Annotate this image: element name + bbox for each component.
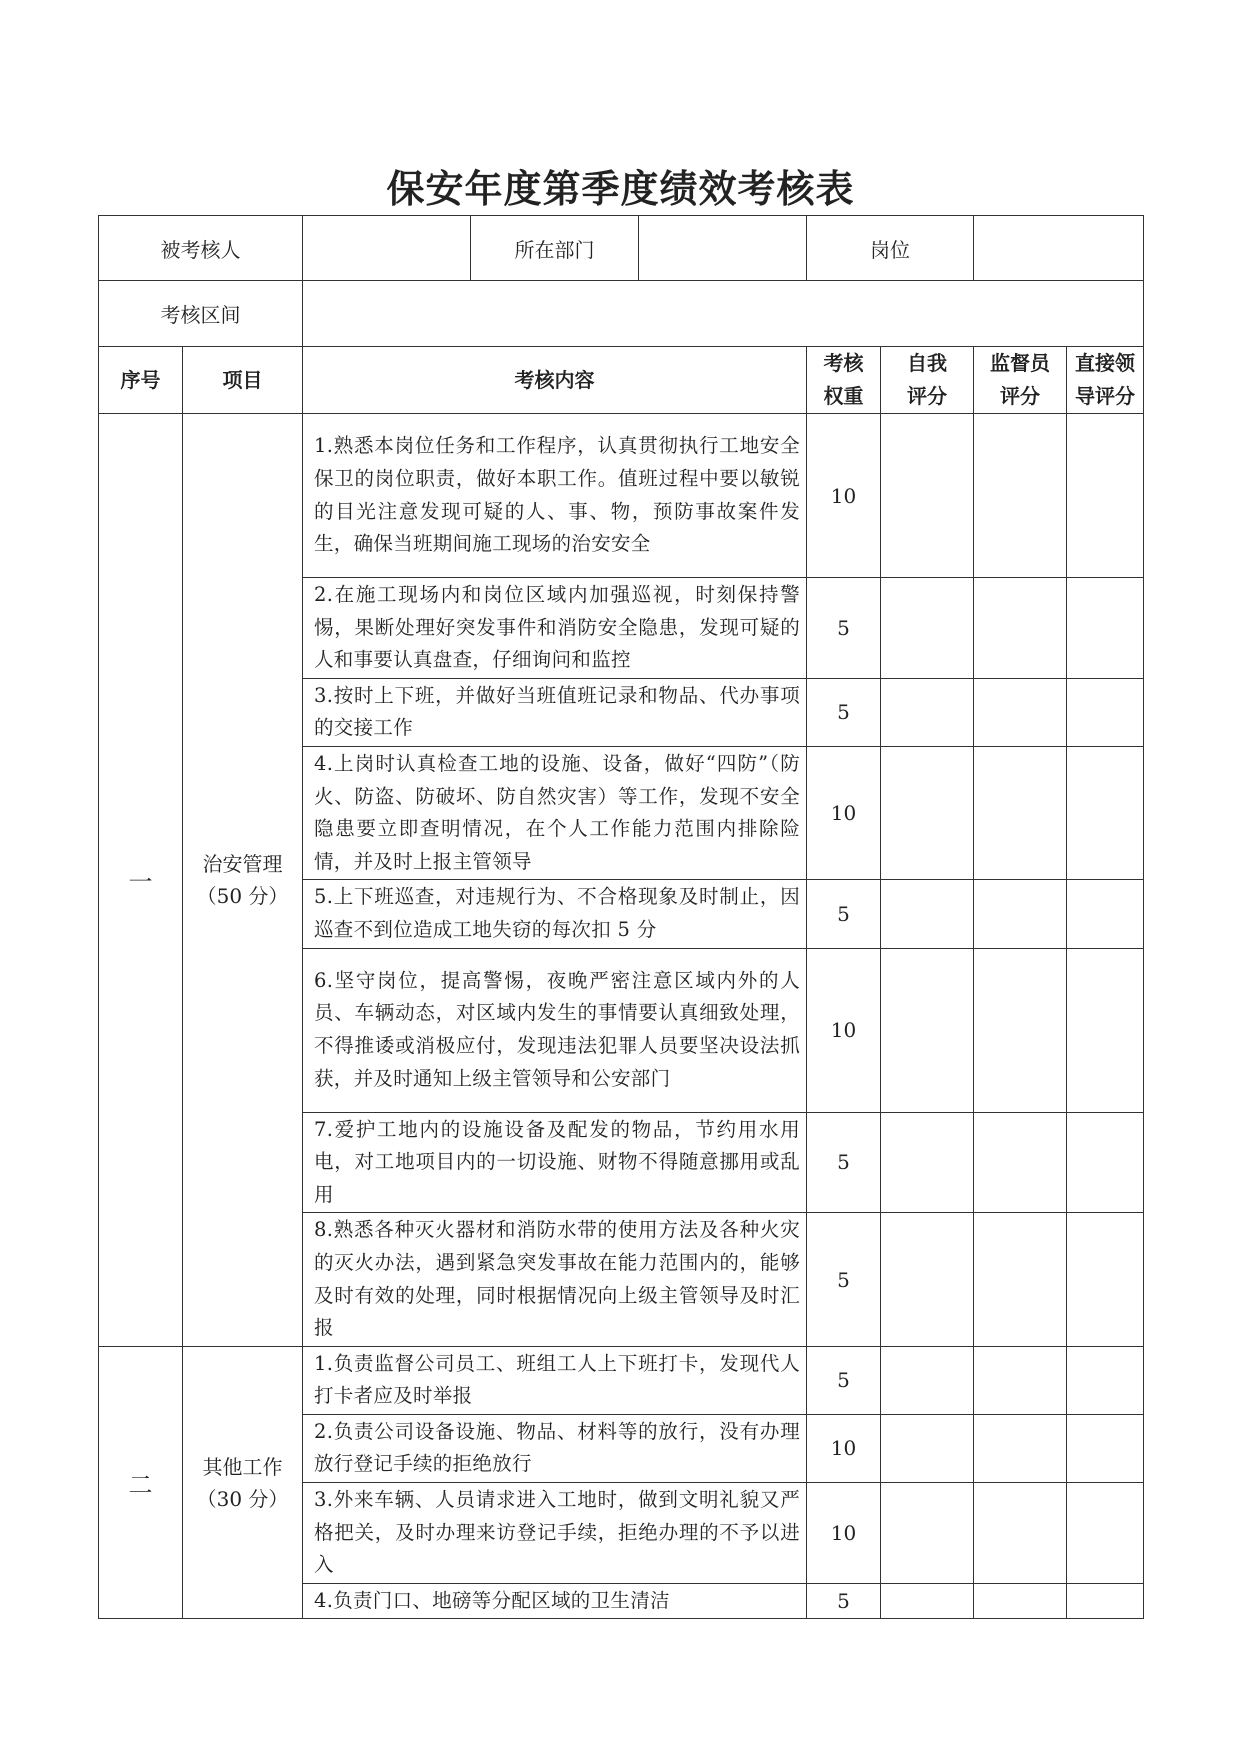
position-label: 岗位 xyxy=(807,216,974,281)
assessment-content: 3.外来车辆、人员请求进入工地时，做到文明礼貌又严格把关，及时办理来访登记手续，拒绝办理的不予以进入 xyxy=(303,1483,807,1584)
leader-score-cell[interactable] xyxy=(1067,1483,1144,1584)
weight-value: 5 xyxy=(807,1112,881,1213)
weight-value: 5 xyxy=(807,1346,881,1414)
info-row-assessee xyxy=(99,216,1144,281)
self-score-cell[interactable] xyxy=(881,1346,974,1414)
assessment-content: 2.在施工现场内和岗位区域内加强巡视，时刻保持警惕，果断处理好突发事件和消防安全隐患，发现可疑的人和事要认真盘查，仔细询问和监控 xyxy=(303,578,807,679)
self-score-cell[interactable] xyxy=(881,1414,974,1482)
section-seq-1: 一 xyxy=(99,414,183,1347)
weight-value: 5 xyxy=(807,678,881,746)
self-score-cell[interactable] xyxy=(881,578,974,679)
self-score-cell[interactable] xyxy=(881,1112,974,1213)
supervisor-score-cell[interactable] xyxy=(974,746,1067,879)
supervisor-score-cell[interactable] xyxy=(974,1346,1067,1414)
department-field[interactable] xyxy=(639,216,807,281)
leader-score-cell[interactable] xyxy=(1067,948,1144,1112)
weight-value: 10 xyxy=(807,948,881,1112)
header-seq: 序号 xyxy=(99,347,183,414)
table-row xyxy=(99,1346,1144,1414)
header-weight: 考核 权重 xyxy=(807,347,881,414)
self-score-cell[interactable] xyxy=(881,1213,974,1346)
supervisor-score-cell[interactable] xyxy=(974,1414,1067,1482)
section-item-1: 治安管理 （50 分） xyxy=(183,414,303,1347)
assessee-label: 被考核人 xyxy=(99,216,303,281)
period-field[interactable] xyxy=(303,281,1144,347)
assessment-content: 1.熟悉本岗位任务和工作程序，认真贯彻执行工地安全保卫的岗位职责，做好本职工作。值班过程中要以敏锐的目光注意发现可疑的人、事、物，预防事故案件发生，确保当班期间施工现场的治安安全 xyxy=(303,414,807,578)
header-leader-score: 直接领 导评分 xyxy=(1067,347,1144,414)
assessment-content: 8.熟悉各种灭火器材和消防水带的使用方法及各种火灾的灭火办法，遇到紧急突发事故在能力范围内的，能够及时有效的处理，同时根据情况向上级主管领导及时汇报 xyxy=(303,1213,807,1346)
weight-value: 10 xyxy=(807,1414,881,1482)
header-item: 项目 xyxy=(183,347,303,414)
weight-value: 5 xyxy=(807,1213,881,1346)
self-score-cell[interactable] xyxy=(881,678,974,746)
supervisor-score-cell[interactable] xyxy=(974,578,1067,679)
header-content: 考核内容 xyxy=(303,347,807,414)
supervisor-score-cell[interactable] xyxy=(974,880,1067,948)
header-supervisor-score: 监督员 评分 xyxy=(974,347,1067,414)
assessment-content: 4.负责门口、地磅等分配区域的卫生清洁 xyxy=(303,1583,807,1619)
assessment-content: 2.负责公司设备设施、物品、材料等的放行，没有办理放行登记手续的拒绝放行 xyxy=(303,1414,807,1482)
supervisor-score-cell[interactable] xyxy=(974,1483,1067,1584)
assessment-content: 7.爱护工地内的设施设备及配发的物品，节约用水用电，对工地项目内的一切设施、财物不得随意挪用或乱用 xyxy=(303,1112,807,1213)
period-label: 考核区间 xyxy=(99,281,303,347)
table-header-row xyxy=(99,347,1144,414)
supervisor-score-cell[interactable] xyxy=(974,1583,1067,1619)
self-score-cell[interactable] xyxy=(881,1583,974,1619)
self-score-cell[interactable] xyxy=(881,948,974,1112)
weight-value: 10 xyxy=(807,414,881,578)
leader-score-cell[interactable] xyxy=(1067,414,1144,578)
leader-score-cell[interactable] xyxy=(1067,1112,1144,1213)
supervisor-score-cell[interactable] xyxy=(974,1213,1067,1346)
assessee-field[interactable] xyxy=(303,216,471,281)
weight-value: 5 xyxy=(807,880,881,948)
info-row-period xyxy=(99,281,1144,347)
section-item-2: 其他工作 （30 分） xyxy=(183,1346,303,1619)
assessment-content: 1.负责监督公司员工、班组工人上下班打卡，发现代人打卡者应及时举报 xyxy=(303,1346,807,1414)
assessment-content: 4.上岗时认真检查工地的设施、设备，做好“四防”（防火、防盗、防破坏、防自然灾害）等工作，发现不安全隐患要立即查明情况，在个人工作能力范围内排除险情，并及时上报主管领导 xyxy=(303,746,807,879)
section-seq-2: 二 xyxy=(99,1346,183,1619)
leader-score-cell[interactable] xyxy=(1067,1583,1144,1619)
assessment-content: 5.上下班巡查，对违规行为、不合格现象及时制止，因巡查不到位造成工地失窃的每次扣 5 分 xyxy=(303,880,807,948)
leader-score-cell[interactable] xyxy=(1067,1414,1144,1482)
leader-score-cell[interactable] xyxy=(1067,678,1144,746)
self-score-cell[interactable] xyxy=(881,414,974,578)
supervisor-score-cell[interactable] xyxy=(974,678,1067,746)
leader-score-cell[interactable] xyxy=(1067,746,1144,879)
assessment-table xyxy=(98,215,1144,1619)
leader-score-cell[interactable] xyxy=(1067,578,1144,679)
supervisor-score-cell[interactable] xyxy=(974,1112,1067,1213)
leader-score-cell[interactable] xyxy=(1067,1213,1144,1346)
self-score-cell[interactable] xyxy=(881,880,974,948)
leader-score-cell[interactable] xyxy=(1067,1346,1144,1414)
header-self-score: 自我 评分 xyxy=(881,347,974,414)
position-field[interactable] xyxy=(974,216,1144,281)
supervisor-score-cell[interactable] xyxy=(974,948,1067,1112)
assessment-content: 6.坚守岗位，提高警惕，夜晚严密注意区域内外的人员、车辆动态，对区域内发生的事情要认真细致处理，不得推诿或消极应付，发现违法犯罪人员要坚决设法抓获，并及时通知上级主管领导和公安部门 xyxy=(303,948,807,1112)
self-score-cell[interactable] xyxy=(881,746,974,879)
self-score-cell[interactable] xyxy=(881,1483,974,1584)
department-label: 所在部门 xyxy=(471,216,639,281)
supervisor-score-cell[interactable] xyxy=(974,414,1067,578)
assessment-content: 3.按时上下班，并做好当班值班记录和物品、代办事项的交接工作 xyxy=(303,678,807,746)
weight-value: 5 xyxy=(807,578,881,679)
weight-value: 10 xyxy=(807,1483,881,1584)
table-row xyxy=(99,414,1144,578)
weight-value: 5 xyxy=(807,1583,881,1619)
leader-score-cell[interactable] xyxy=(1067,880,1144,948)
page-title: 保安年度第季度绩效考核表 xyxy=(386,166,855,211)
weight-value: 10 xyxy=(807,746,881,879)
